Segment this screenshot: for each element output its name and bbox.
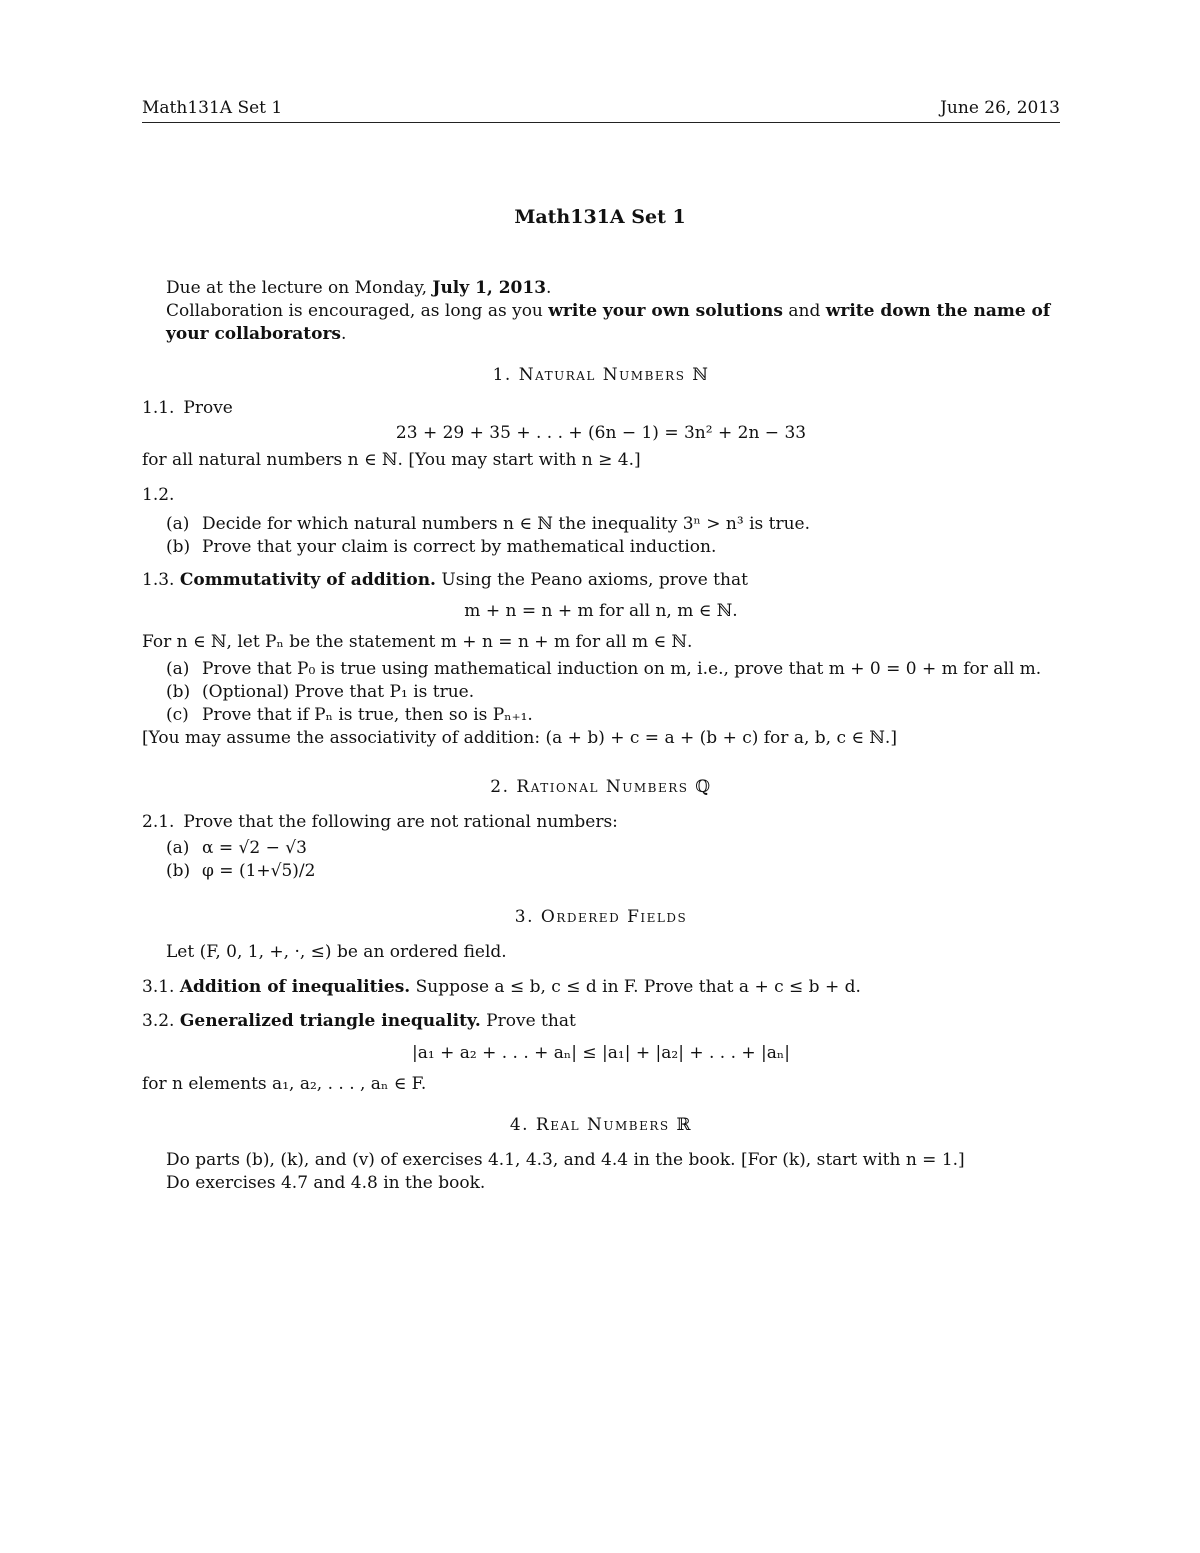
problem-2-1: 2.1. Prove that the following are not rational numbers: (a) α = √2 − √3 (b) φ = (1+√5)/2 (142, 812, 618, 881)
collab-line: Collaboration is encouraged, as long as you write your own solutions and write down the name of your collaborators. (166, 301, 1051, 344)
section-heading-3: 3. Ordered Fields (514, 907, 688, 927)
section-3-intro: Let (F, 0, 1, +, ·, ≤) be an ordered field. (166, 942, 507, 962)
problem-3-1: 3.1. Addition of inequalities. Suppose a ≤ b, c ≤ d in F. Prove that a + c ≤ b + d. (142, 977, 861, 997)
equation-1-1: 23 + 29 + 35 + . . . + (6n − 1) = 3n² + 2n − 33 (395, 423, 807, 443)
equation-3-2: |a₁ + a₂ + . . . + aₙ| ≤ |a₁| + |a₂| + . . . + |aₙ| (411, 1043, 790, 1063)
due-line: Due at the lecture on Monday, July 1, 2013. (166, 278, 552, 298)
problem-3-2: 3.2. Generalized triangle inequality. Prove that |a₁ + a₂ + . . . + aₙ| ≤ |a₁| + |a₂| + . . . + |aₙ| for n elements a₁, a₂, . . . , aₙ ∈ F. (142, 1010, 1060, 1096)
problem-1-1: 1.1. Prove 23 + 29 + 35 + . . . + (6n − 1) = 3n² + 2n − 33 for all natural numbers n ∈ ℕ. [You may start with n ≥ 4.] (142, 397, 1060, 472)
section-heading-4: 4. Real Numbers ℝ (509, 1115, 693, 1135)
document-title: Math131A Set 1 (514, 206, 686, 228)
problem-1-3: 1.3. Commutativity of addition. Using the Peano axioms, prove that m + n = n + m for all n, m ∈ ℕ. For n ∈ ℕ, let Pₙ be the statement m + n = n + m for all m ∈ ℕ. (a) Prove that P₀ is true using mathematical induction on m, i.e., prove that m + 0 = 0 + m for all m. (b) (Optional) Prove that P₁ is true. (c) Prove that if Pₙ is true, then so is Pₙ₊₁. [You may assume the associativity of addition: (a + b) + c = a + (b + c) for a, b, c ∈ ℕ.] (142, 569, 1060, 750)
running-header (142, 98, 1060, 123)
header-left: Math131A Set 1 (142, 98, 283, 118)
section-4-body: Do parts (b), (k), and (v) of exercises 4.1, 4.3, and 4.4 in the book. [For (k), start with n = 1.] Do exercises 4.7 and 4.8 in the book. (166, 1150, 965, 1193)
section-heading-1: 1. Natural Numbers ℕ (492, 365, 710, 385)
section-heading-2: 2. Rational Numbers ℚ (490, 777, 712, 797)
header-right: June 26, 2013 (940, 98, 1060, 118)
intro (142, 277, 1060, 346)
problem-1-2: 1.2. (a) Decide for which natural numbers n ∈ ℕ the inequality 3ⁿ > n³ is true. (b) Prove that your claim is correct by mathematical induction. (142, 485, 811, 557)
equation-1-3: m + n = n + m for all n, m ∈ ℕ. (464, 601, 738, 621)
